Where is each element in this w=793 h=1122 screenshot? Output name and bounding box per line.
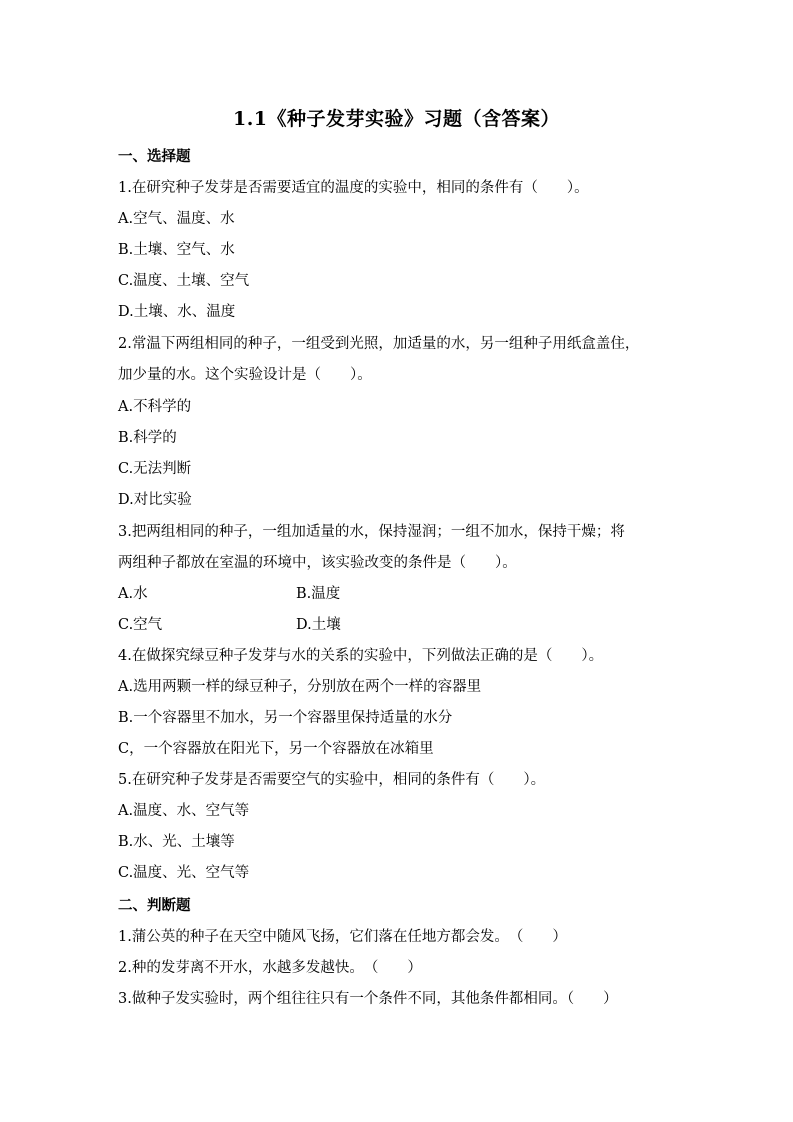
- question-2-option-d: D.对比实验: [118, 492, 192, 508]
- question-4-option-a: A.选用两颗一样的绿豆种子，分别放在两个一样的容器里: [118, 679, 482, 695]
- question-3-option-c: C.空气: [118, 617, 163, 633]
- judgement-item-1: 1.蒲公英的种子在天空中随风飞扬，它们落在任地方都会发。 （ ）: [118, 929, 567, 945]
- question-1-option-b: B.土壤、空气、水: [118, 242, 235, 258]
- page-title: 1.1《种子发芽实验》习题（含答案）: [232, 108, 561, 130]
- question-2-stem-line-1: 2.常温下两组相同的种子，一组受到光照，加适量的水，另一组种子用纸盒盖住，: [118, 336, 640, 352]
- question-4-stem: 4.在做探究绿豆种子发芽与水的关系的实验中，下列做法正确的是（ ）。: [118, 648, 604, 664]
- question-4-option-b: B.一个容器里不加水，另一个容器里保持适量的水分: [118, 710, 453, 726]
- question-3-stem-line-1: 3.把两组相同的种子，一组加适量的水，保持湿润；一组不加水，保持干燥；将: [118, 524, 625, 540]
- question-2-option-a: A.不科学的: [118, 399, 192, 415]
- section-heading-judgement: 二、判断题: [118, 898, 191, 914]
- judgement-item-2: 2.种的发芽离不开水，水越多发越快。 （ ）: [118, 960, 422, 976]
- question-1-option-d: D.土壤、水、温度: [118, 304, 236, 320]
- question-2-option-b: B.科学的: [118, 430, 177, 446]
- question-5-option-c: C.温度、光、空气等: [118, 865, 250, 881]
- question-5-option-b: B.水、光、土壤等: [118, 834, 235, 850]
- question-5-option-a: A.温度、水、空气等: [118, 803, 250, 819]
- question-5-stem: 5.在研究种子发芽是否需要空气的实验中，相同的条件有（ ）。: [118, 772, 546, 788]
- question-3-stem-line-2: 两组种子都放在室温的环境中，该实验改变的条件是（ ）。: [118, 555, 517, 571]
- question-1-option-a: A.空气、温度、水: [118, 211, 235, 227]
- section-heading-choice: 一、选择题: [118, 149, 191, 165]
- question-1-stem: 1.在研究种子发芽是否需要适宜的温度的实验中，相同的条件有（ ）。: [118, 180, 589, 196]
- question-1-option-c: C.温度、土壤、空气: [118, 273, 250, 289]
- question-3-option-d: D.土壤: [296, 617, 341, 633]
- question-3-option-a: A.水: [118, 586, 148, 602]
- question-3-option-b: B.温度: [296, 586, 341, 602]
- question-4-option-c: C，一个容器放在阳光下，另一个容器放在冰箱里: [118, 741, 434, 757]
- question-2-option-c: C.无法判断: [118, 461, 192, 477]
- judgement-item-3: 3.做种子发实验时，两个组往往只有一个条件不同，其他条件都相同。（ ）: [118, 991, 618, 1007]
- question-2-stem-line-2: 加少量的水。这个实验设计是（ ）。: [118, 367, 372, 383]
